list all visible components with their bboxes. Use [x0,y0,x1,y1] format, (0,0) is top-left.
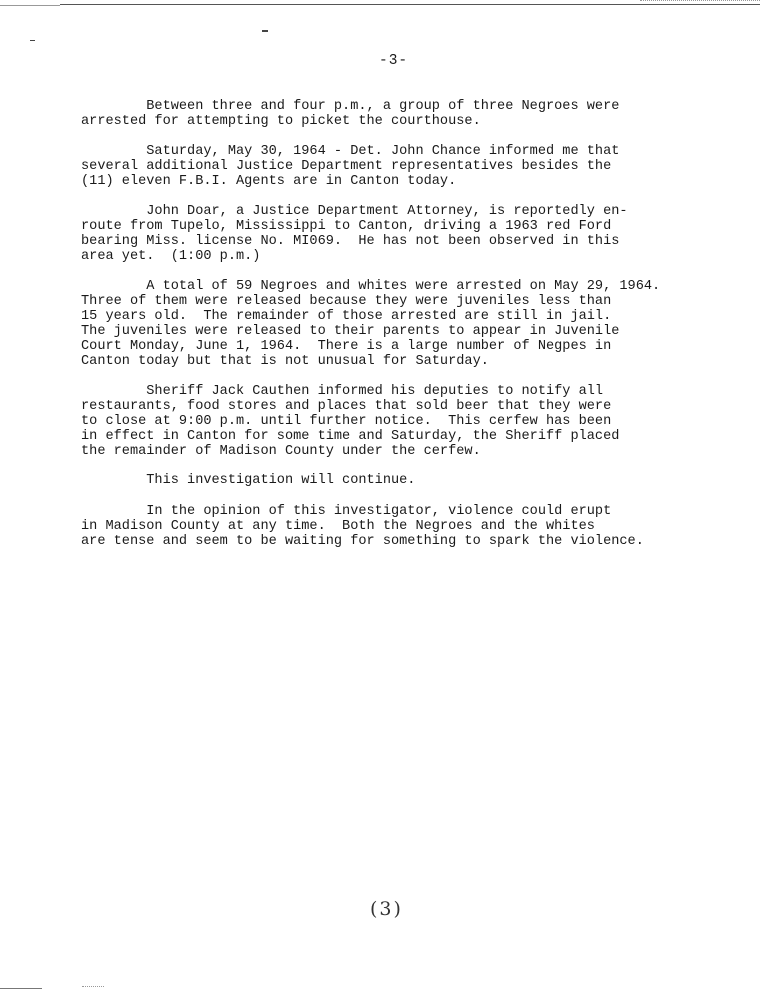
paragraph-john-doar: John Doar, a Justice Department Attorney, is reportedly en- route from Tupelo, Mississippi to Canton, driving a 1963 red Ford bearing Miss. license No. MI069. He has not been observed in this area yet. (1:00 p.m.) [81,204,628,264]
paragraph-curfew: Sheriff Jack Cauthen informed his deputies to notify all restaurants, food stores and places that sold beer that they were to close at 9:00 p.m. until further notice. This cerfew has been in effect in Canton for some time and Saturday, the Sheriff placed the remainder of Madison County under the cerfew. [81,384,620,459]
top-right-scan-mark [640,0,760,7]
paragraph-arrest-totals: A total of 59 Negroes and whites were arrested on May 29, 1964. Three of them were released because they were juveniles less than 15 years old. The remainder of those arrested are still in jail. The juveniles were released to their parents to appear in Juvenile Court Monday, June 1, 1964. There is a large number of Negpes in Canton today but that is not unusual for Saturday. [81,279,661,369]
scan-speck [30,40,35,41]
bottom-edge-line [0,988,42,989]
paragraph-justice-department: Saturday, May 30, 1964 - Det. John Chance informed me that several additional Justice Department representatives besides the (11) eleven F.B.I. Agents are in Canton today. [81,144,620,189]
handwritten-page-mark: (3) [370,898,403,920]
bottom-edge-dots [82,986,104,987]
page-number: -3- [379,53,409,69]
paragraph-investigation-continues: This investigation will continue. [81,473,416,488]
scan-speck [262,30,268,32]
top-edge-line-left [0,5,60,6]
paragraph-picket-arrests: Between three and four p.m., a group of three Negroes were arrested for attempting to picket the courthouse. [81,99,620,129]
paragraph-investigator-opinion: In the opinion of this investigator, violence could erupt in Madison County at any time. Both the Negroes and the whites are tense and seem to be waiting for something to spark the violence. [81,504,644,549]
